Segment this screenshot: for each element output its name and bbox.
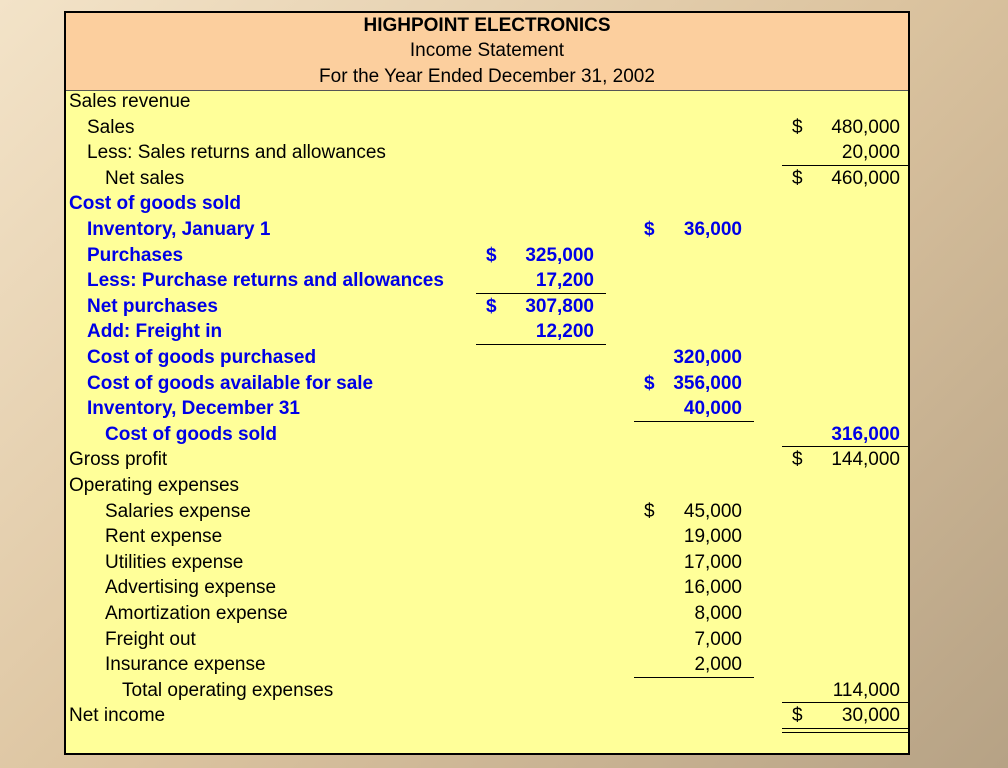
statement-row [66,89,908,115]
double-underline-rule [782,732,908,733]
amount-c2: 40,000 [683,398,742,420]
row-label: Less: Sales returns and allowances [87,142,386,164]
amount-c2: 19,000 [683,526,742,548]
row-label: Advertising expense [105,577,277,599]
row-label: Net purchases [87,295,218,317]
statement-row [66,166,908,192]
amount-c2: 8,000 [694,603,742,624]
dollar-sign: $ [792,116,803,138]
amount-c2: 17,000 [683,551,742,573]
row-label: Insurance expense [105,654,266,676]
statement-row [66,627,908,653]
amount-c2: 2,000 [694,654,742,676]
row-label: Inventory, December 31 [87,398,300,420]
amount-c1: 12,200 [535,321,594,343]
row-label: Rent expense [105,526,223,548]
amount-c2: 7,000 [694,628,742,650]
statement-row [66,601,908,627]
amount-c3: 114,000 [832,679,900,701]
row-label: Total operating expenses [122,679,334,701]
double-underline-rule [782,728,908,729]
statement-title: Income Statement [409,40,565,61]
statement-row [66,345,908,371]
amount-c3: 144,000 [831,449,900,471]
amount-c3: 316,000 [831,423,900,445]
row-label: Operating expenses [69,475,240,496]
statement-row [66,550,908,576]
amount-c3: 460,000 [831,167,900,189]
statement-row [66,371,908,397]
row-label: Freight out [105,628,196,650]
amount-c1: 17,200 [535,270,594,292]
row-label: Add: Freight in [87,321,223,343]
row-label: Cost of goods sold [105,423,278,445]
row-label: Inventory, January 1 [87,219,271,240]
statement-row [66,678,908,704]
dollar-sign: $ [792,167,803,189]
amount-c2: 356,000 [673,372,742,394]
statement-row [66,268,908,294]
company-name: HIGHPOINT ELECTRONICS [363,15,611,36]
statement-row [66,319,908,345]
row-label: Net sales [105,167,185,189]
statement-row [66,422,908,448]
dollar-sign: $ [486,295,497,317]
statement-header [66,13,908,91]
amount-c2: 320,000 [673,347,742,368]
dollar-sign: $ [644,372,655,394]
row-label: Cost of goods available for sale [87,372,374,394]
statement-row [66,575,908,601]
statement-row [66,396,908,422]
row-label: Sales [87,116,135,138]
statement-row [66,447,908,473]
dollar-sign: $ [644,500,655,522]
income-statement [64,11,910,755]
statement-row [66,191,908,217]
row-label: Sales revenue [69,91,191,112]
statement-period: For the Year Ended December 31, 2002 [319,66,655,87]
amount-c1: 307,800 [525,295,594,317]
statement-row [66,217,908,243]
row-label: Salaries expense [105,500,251,522]
row-label: Cost of goods sold [69,193,242,215]
statement-row [66,115,908,141]
row-label: Utilities expense [105,551,244,573]
row-label: Less: Purchase returns and allowances [87,270,444,292]
dollar-sign: $ [792,449,803,471]
amount-c3: 480,000 [831,116,900,138]
dollar-sign: $ [644,219,655,240]
amount-c3: 30,000 [841,705,900,727]
statement-row [66,652,908,678]
amount-c2: 45,000 [683,500,742,522]
statement-row [66,499,908,525]
row-label: Amortization expense [105,603,288,624]
dollar-sign: $ [486,244,497,266]
statement-row [66,703,908,729]
statement-row [66,524,908,550]
row-label: Net income [69,705,166,727]
amount-c1: 325,000 [525,244,594,266]
row-label: Gross profit [69,449,168,471]
amount-c2: 16,000 [683,577,742,599]
statement-row [66,243,908,269]
amount-c2: 36,000 [683,219,742,240]
statement-row [66,473,908,499]
dollar-sign: $ [792,705,803,727]
row-label: Cost of goods purchased [87,347,317,368]
row-label: Purchases [87,244,184,266]
statement-row [66,294,908,320]
statement-row [66,140,908,166]
amount-c3: 20,000 [841,142,900,164]
